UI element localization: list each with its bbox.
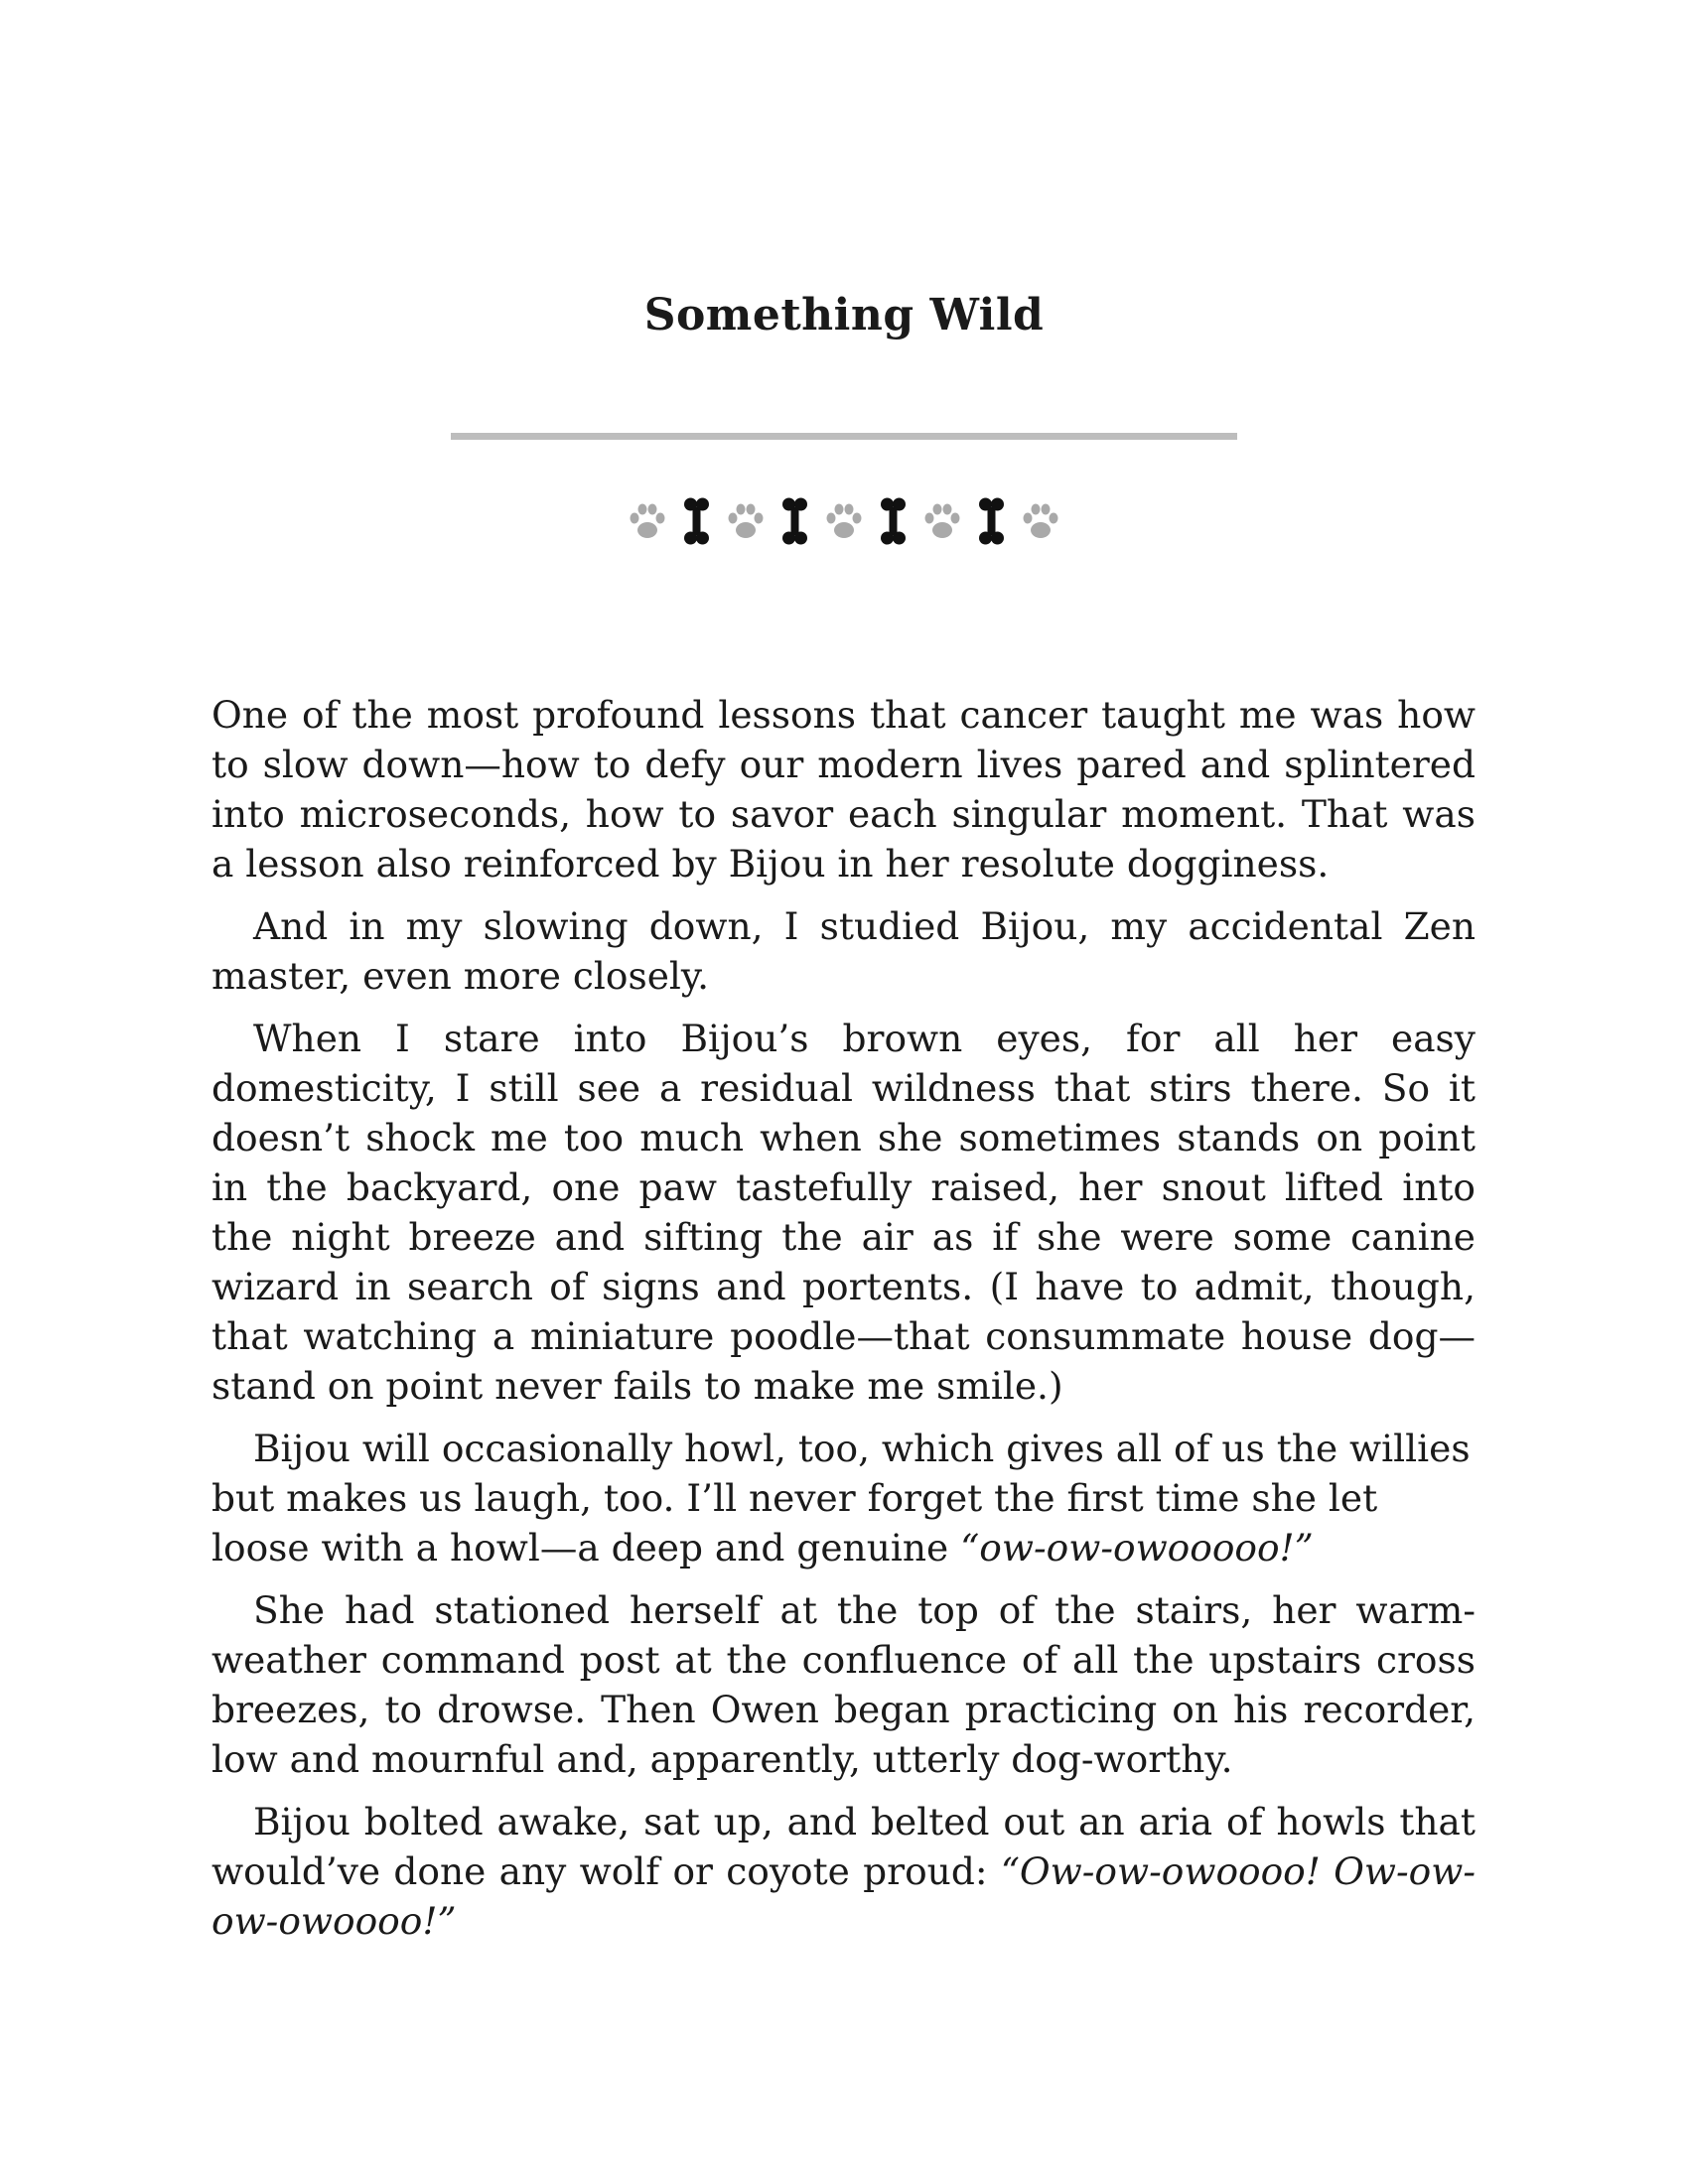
bone-icon <box>684 498 709 545</box>
bone-icon <box>782 498 807 545</box>
bone-icon <box>979 498 1004 545</box>
paw-icon <box>827 504 862 539</box>
bone-icon <box>881 498 906 545</box>
paragraph-5-text: She had stationed herself at the top of the stairs, her warm-weather command post at the confluence of all the upstairs cross breezes, to drowse. Then Owen began practicing on his recorder, low and mournful and, apparently, utterly dog-worthy. <box>211 1588 1476 1781</box>
chapter-title: Something Wild <box>643 290 1045 341</box>
paragraph-6 <box>211 1797 1476 1946</box>
paragraph-3 <box>211 1014 1476 1411</box>
paragraph-6-howl: “Ow-ow-owoooo! Ow-ow-ow-owoooo!” <box>211 1849 1476 1943</box>
paw-bone-ornament <box>0 490 1688 552</box>
title-divider <box>451 433 1237 440</box>
paw-icon <box>631 504 665 539</box>
paragraph-4-howl: “ow-ow-owooooo!” <box>960 1526 1314 1570</box>
paragraph-4 <box>211 1424 1476 1572</box>
paw-icon <box>729 504 764 539</box>
paragraph-1 <box>211 690 1476 888</box>
paragraph-1-text: One of the most profound lessons that cancer taught me was how to slow down—how to defy our modern lives pared and splintered into microseconds, how to savor each singular moment. That was a lesson also reinforced by Bijou in her resolute dogginess. <box>211 693 1476 886</box>
paragraph-2 <box>211 901 1476 1001</box>
paw-icon <box>1024 504 1058 539</box>
paragraph-4-text: Bijou will occasionally howl, too, which gives all of us the willies but makes us laugh, too. I’ll never forget the first time she let loose with a howl—a deep and genuine <box>211 1427 1471 1570</box>
chapter-body <box>211 690 1476 1959</box>
paragraph-5 <box>211 1585 1476 1784</box>
paragraph-2-text: And in my slowing down, I studied Bijou, my accidental Zen master, even more closely. <box>211 904 1476 998</box>
paragraph-6-text: Bijou bolted awake, sat up, and belted out an aria of howls that would’ve done any wolf or coyote proud: <box>211 1800 1476 1893</box>
paw-icon <box>925 504 960 539</box>
paragraph-3-text: When I stare into Bijou’s brown eyes, for all her easy domesticity, I still see a residual wildness that stirs there. So it doesn’t shock me too much when she sometimes stands on point in the backyard, one paw tastefully raised, her snout lifted into the night breeze and sifting the air as if she were some canine wizard in search of signs and portents. (I have to admit, though, that watching a miniature poodle—that consummate house dog—stand on point never fails to make me smile.) <box>211 1017 1476 1408</box>
